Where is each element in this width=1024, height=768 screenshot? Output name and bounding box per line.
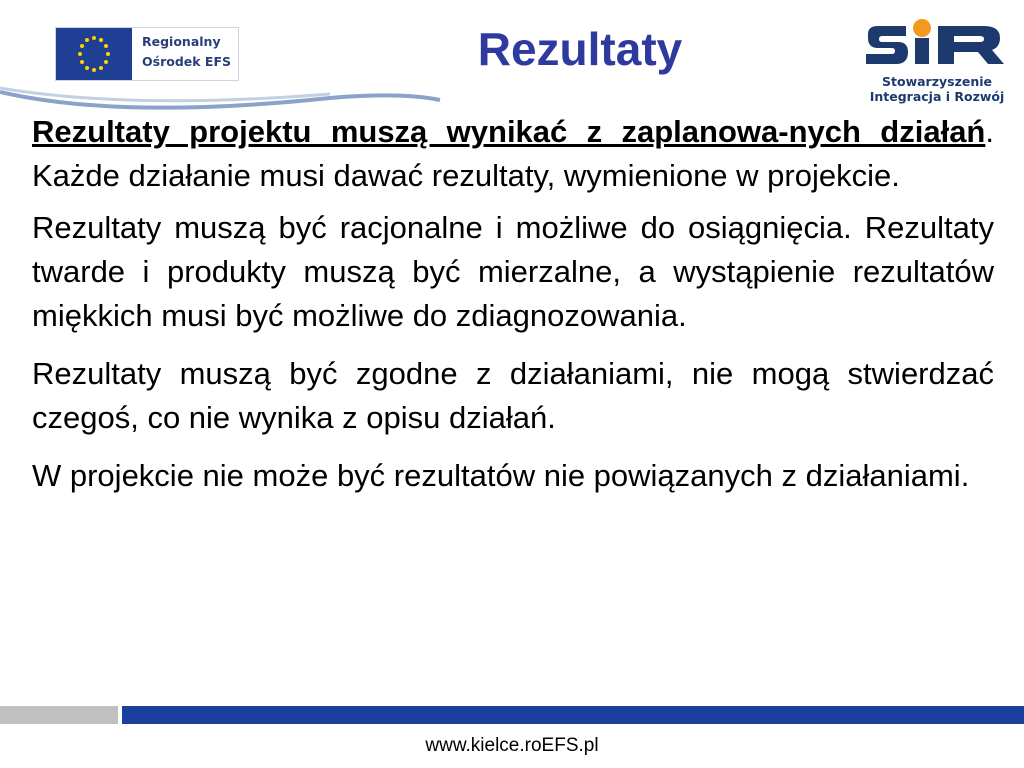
slide-title: Rezultaty (477, 23, 683, 75)
footer-url: www.kielce.roEFS.pl (425, 735, 599, 756)
paragraph-2: Rezultaty muszą być racjonalne i możliwe do osiągnięcia. Rezultaty twarde i produkty muszą być mierzalne, a wystąpienie rezultatów miękkich musi być możliwe do zdiagnozowania. (32, 210, 994, 333)
sir-logo-line2: Integracja i Rozwój (869, 89, 1005, 104)
sir-logo-line1: Stowarzyszenie (882, 74, 992, 89)
footer-bar-blue (122, 706, 1024, 724)
paragraph-1-lead: Rezultaty projektu muszą wynikać z zaplanowa-nych działań (32, 114, 986, 149)
footer-bar-gray (0, 706, 118, 724)
paragraph-1-rest: . Każde działanie musi dawać rezultaty, wymienione w projekcie. (32, 114, 994, 193)
sir-logo-icon (862, 14, 1012, 74)
eu-flag-icon (56, 28, 132, 80)
paragraph-3: Rezultaty muszą być zgodne z działaniami, nie mogą stwierdzać czegoś, co nie wynika z opisu działań. (32, 356, 994, 435)
efs-logo (55, 27, 239, 81)
slide-body (32, 110, 994, 512)
efs-logo-line1: Regionalny (142, 34, 221, 49)
footer-bar (0, 706, 1024, 724)
paragraph-1 (32, 110, 994, 198)
paragraph-4: W projekcie nie może być rezultatów nie powiązanych z działaniami. (32, 458, 970, 493)
efs-logo-line2: Ośrodek EFS (142, 54, 231, 69)
